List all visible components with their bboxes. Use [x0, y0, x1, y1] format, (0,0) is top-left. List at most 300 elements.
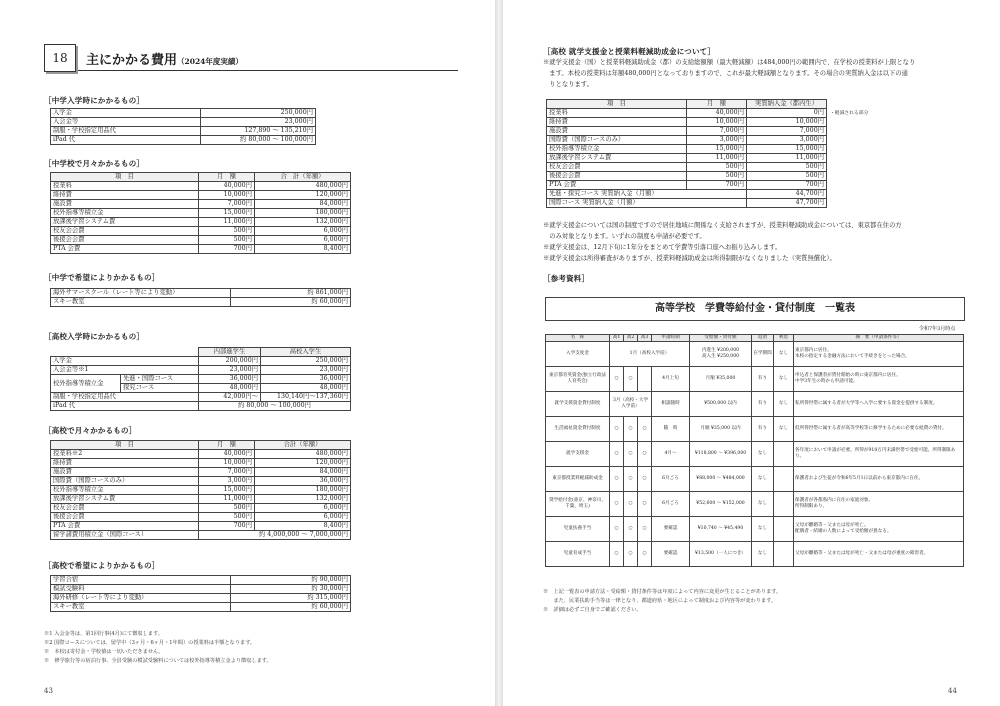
table-cell: 127,890 ～ 135,210円	[201, 127, 316, 136]
table-cell: ○	[624, 367, 638, 392]
table-cell: 8,400円	[255, 522, 351, 531]
table-cell: 学習合宿	[51, 576, 231, 585]
table-cell: 3月（高校・大学入学前）	[610, 392, 652, 417]
table-row	[51, 402, 351, 411]
text-line: ※就学支援金は、12月下旬に1年分をまとめて学費等引落口座へお振り込みします。	[543, 244, 782, 251]
table-row	[51, 236, 351, 245]
table-cell: 要確認	[652, 542, 690, 567]
table-cell: 低所得世帯に属する者が高等学校等に修学するために必要な経費の貸付。	[794, 417, 964, 442]
table-cell: ○	[638, 517, 652, 542]
jhs-optional-table	[50, 288, 351, 307]
table-cell: 0円	[747, 109, 827, 118]
table-cell: 500円	[199, 504, 255, 513]
table-cell: ○	[624, 542, 638, 567]
table-cell: ○	[624, 467, 638, 492]
table-cell: 有り	[752, 392, 774, 417]
table-cell: 入会金等	[51, 118, 201, 127]
table-cell: 47,700円	[747, 199, 827, 208]
section-subtitle: （2024年度実績）	[177, 57, 243, 66]
table-cell: 3,000円	[687, 136, 747, 145]
column-header: 実質納入金（都内生）	[747, 100, 827, 109]
table-cell: 10,000円	[747, 118, 827, 127]
table-cell: 放課後学習システム費	[547, 154, 687, 163]
table-cell: 保護者および生徒が令和6年5月1日以前から東京都内に在住。	[794, 467, 964, 492]
table-cell: ¥88,000 ～ ¥484,000	[690, 467, 752, 492]
table-cell: 維持費	[547, 118, 687, 127]
table-cell: 40,000円	[199, 182, 255, 191]
table-cell: なし	[752, 542, 774, 567]
table-cell: 500円	[747, 163, 827, 172]
table-cell: 480,000円	[255, 182, 351, 191]
table-cell: ○	[624, 442, 638, 467]
table-cell: PTA 会費	[51, 245, 199, 254]
table-cell: 10,000円	[199, 191, 255, 200]
table-cell	[774, 517, 794, 542]
table-cell: 探究コース	[121, 384, 199, 393]
table-cell	[774, 442, 794, 467]
table-row	[546, 517, 964, 542]
table-cell: iPad 代	[51, 402, 199, 411]
text-line: ます。本校の授業料は年額480,000円となっておりますので、これが最大軽減額となります。その場合の実質納入金は以下の通	[543, 70, 908, 77]
table-cell: 500円	[687, 172, 747, 181]
column-header: 月 額	[687, 100, 747, 109]
table-cell: 40,000円	[199, 450, 255, 459]
table-row	[546, 492, 964, 517]
table-cell: 後援会会費	[51, 236, 199, 245]
table-cell: 500円	[687, 163, 747, 172]
table-row	[51, 531, 351, 540]
table-cell: 放課後学習システム費	[51, 218, 199, 227]
table-cell: 約 60,000円	[231, 603, 351, 612]
hs-optional-table	[50, 575, 351, 612]
column-header: 月 額	[199, 173, 255, 182]
table-cell: 各年度において申請が必要。所得が910万円未満世帯で受給可能。所得制限あり。	[794, 442, 964, 467]
hs-entry-table	[50, 347, 351, 411]
book-gutter	[495, 0, 503, 706]
table-cell: 23,000円	[261, 366, 351, 375]
column-header: 摘 要（申請条件等）	[794, 335, 964, 342]
text-line: ※1 入会金等は、第1回行事(4月)にて徴収します。	[44, 631, 163, 637]
table-row	[51, 594, 351, 603]
table-cell: 500円	[747, 172, 827, 181]
table-cell: 11,000円	[199, 218, 255, 227]
table-cell: 児童育成手当	[546, 542, 610, 567]
table-row	[51, 450, 351, 459]
table-cell: ¥500,000 以内	[690, 392, 752, 417]
table-cell: 先進・国際コース	[121, 375, 199, 384]
table-cell: 480,000円	[255, 450, 351, 459]
reference-title: ［参考資料］	[543, 274, 590, 283]
table-row	[51, 209, 351, 218]
table-cell	[774, 542, 794, 567]
table-cell: 入学金	[51, 357, 199, 366]
column-header: 受給額・貸付額	[690, 335, 752, 342]
table-row	[51, 245, 351, 254]
table-cell: 維持費	[51, 459, 199, 468]
page-number-left: 43	[44, 687, 53, 695]
text-line: ※就学支援金（国）と授業料軽減助成金（都）の支給総額額（最大軽減額）は484,000円の範囲内で、在学校の授業料が上限となり	[543, 59, 916, 66]
table-row	[51, 136, 316, 145]
table-row	[547, 190, 827, 199]
table-cell: 内進生 ¥200,000 高入生 ¥250,000	[690, 342, 752, 367]
column-header: 項 目	[547, 100, 687, 109]
table-cell: ○	[610, 492, 624, 517]
table-cell: なし	[752, 517, 774, 542]
table-header-row	[51, 173, 351, 182]
table-cell: 在学期間	[752, 342, 774, 367]
table-cell: 130,140円～137,360円	[261, 393, 351, 402]
table-cell: 約 30,000円	[231, 585, 351, 594]
table-cell: 要確認	[652, 517, 690, 542]
table-cell: 3,000円	[199, 477, 255, 486]
table-cell: 約 60,000円	[231, 298, 351, 307]
table-cell: 国際コース 実質納入金（月額）	[547, 199, 747, 208]
column-header: 月 額	[199, 441, 255, 450]
section-title-text: 主にかかる費用	[86, 53, 178, 68]
table-cell: 120,000円	[255, 459, 351, 468]
table-cell: ○	[610, 367, 624, 392]
text-line: ※2 国際コースについては、留学中（3ヶ月・6ヶ月・1年間）の授業料は半額となります。	[44, 640, 256, 646]
jhs-entry-title: ［中学入学時にかかるもの］	[44, 96, 145, 105]
reference-date: 令和7年3月時点	[919, 326, 956, 332]
column-header: 高3	[638, 335, 652, 342]
table-cell: 東京都授業料軽減助成金	[546, 467, 610, 492]
text-line: ※ 上記一覧表の申請方法・受給額・貸付条件等は年度によって内容に変更が生じることがあります。	[543, 589, 782, 595]
page-number-right: 44	[948, 687, 957, 695]
table-cell: 500円	[199, 227, 255, 236]
table-cell: 施設費	[51, 200, 199, 209]
table-cell: ○	[638, 442, 652, 467]
table-cell: 申込者と保護者が貸付開始の時に東京都内に居住。 中学3年生の時から申請可能。	[794, 367, 964, 392]
table-row	[546, 442, 964, 467]
table-cell: 入学支度金	[546, 342, 610, 367]
table-cell: 相談随時	[652, 392, 690, 417]
table-cell: 4月～	[652, 442, 690, 467]
table-cell: 随 時	[652, 417, 690, 442]
table-cell: スキー教室	[51, 298, 231, 307]
table-row	[51, 191, 351, 200]
table-row	[51, 513, 351, 522]
table-cell: なし	[752, 492, 774, 517]
table-cell: 約 315,000円	[231, 594, 351, 603]
table-row	[51, 576, 351, 585]
table-cell: 250,000円	[261, 357, 351, 366]
table-cell: スキー教室	[51, 603, 231, 612]
table-cell: 先進・探究コース 実質納入金（月額）	[547, 190, 747, 199]
hs-monthly-table	[50, 440, 351, 540]
table-cell: 放課後学習システム費	[51, 495, 199, 504]
table-row	[546, 467, 964, 492]
table-cell: 7,000円	[747, 127, 827, 136]
table-cell: 月額 ¥35,000 以内	[690, 417, 752, 442]
reference-notes	[543, 588, 983, 615]
hs-optional-title: ［高校で希望によりかかるもの］	[44, 561, 160, 570]
text-line: ※ 修学旅行等の宿泊行事、全員受験の模試受験料については校外指導等積立金より徴収します。	[44, 658, 272, 664]
left-notes	[44, 630, 484, 666]
table-cell: 700円	[687, 181, 747, 190]
table-cell: 校友会会費	[51, 504, 199, 513]
table-cell: ¥52,600 ～ ¥152,000	[690, 492, 752, 517]
table-cell: 授業料	[51, 182, 199, 191]
table-cell: 15,000円	[687, 145, 747, 154]
table-cell: 40,000円	[687, 109, 747, 118]
column-header: 返済	[752, 335, 774, 342]
table-row	[546, 367, 964, 392]
table-row	[51, 468, 351, 477]
section-title	[86, 49, 243, 68]
table-cell: 約 80,000 ～ 100,000円	[199, 402, 351, 411]
table-row	[51, 585, 351, 594]
table-header-row	[547, 100, 827, 109]
table-cell: ○	[610, 442, 624, 467]
column-header: 項 目	[51, 173, 199, 182]
table-row	[51, 477, 351, 486]
table-row	[51, 504, 351, 513]
table-cell: 就学支援資金貸付制度	[546, 392, 610, 417]
table-cell: 約 861,000円	[231, 289, 351, 298]
table-cell: なし	[752, 442, 774, 467]
table-cell: ○	[610, 542, 624, 567]
table-cell: 700円	[747, 181, 827, 190]
table-row	[51, 109, 316, 118]
table-cell: なし	[752, 467, 774, 492]
table-cell: 生活福祉資金貸付制度	[546, 417, 610, 442]
left-page	[0, 0, 495, 706]
table-cell: 児童扶養手当	[546, 517, 610, 542]
table-row	[547, 172, 827, 181]
jhs-monthly-title: ［中学校で月々かかるもの］	[44, 159, 145, 168]
table-row	[51, 375, 351, 384]
table-cell: ○	[638, 492, 652, 517]
table-cell: 7,000円	[199, 200, 255, 209]
table-cell: なし	[774, 417, 794, 442]
table-cell: PTA 会費	[51, 522, 199, 531]
table-row	[51, 118, 316, 127]
column-header: 高1	[610, 335, 624, 342]
table-cell: 保護者が各都県内に在住の家庭対象。 所得制限あり。	[794, 492, 964, 517]
table-cell: 約 90,000円	[231, 576, 351, 585]
support-intro	[543, 57, 963, 90]
table-cell: 校外指導等積立金	[51, 375, 121, 393]
table-cell: 36,000円	[199, 375, 261, 384]
table-cell: 44,700円	[747, 190, 827, 199]
table-cell: 23,000円	[199, 366, 261, 375]
table-cell: 留学諸費用積立金（国際コース）	[51, 531, 199, 540]
table-cell: 132,000円	[255, 495, 351, 504]
table-cell: 6,000円	[255, 513, 351, 522]
table-header-row	[51, 441, 351, 450]
text-line: りとなります。	[543, 81, 593, 88]
text-line: のみ対象となります。いずれの制度も申請が必要です。	[543, 233, 706, 240]
table-cell: 父母が離婚等・父または母が死亡・父または母が重度の障害者。	[794, 542, 964, 567]
table-row	[51, 182, 351, 191]
hs-entry-blank-head	[51, 348, 199, 357]
table-cell: 11,000円	[747, 154, 827, 163]
table-cell: 入学金	[51, 109, 201, 118]
hs-entry-head-external: 高校入学生	[261, 348, 351, 357]
table-cell: 後援会会費	[547, 172, 687, 181]
table-cell: 約 4,000,000 ～ 7,000,000円	[199, 531, 351, 540]
table-cell: 250,000円	[201, 109, 316, 118]
table-row	[547, 199, 827, 208]
table-row	[51, 227, 351, 236]
table-cell: 国際費（国際コースのみ）	[51, 477, 199, 486]
column-header: 申請時期	[652, 335, 690, 342]
text-line: ※ 本校は寄付金・学校債は一切いただきません。	[44, 649, 164, 655]
table-row	[546, 342, 964, 367]
table-header-row	[546, 335, 964, 342]
table-cell: 維持費	[51, 191, 199, 200]
table-cell: 国際費（国際コースのみ）	[547, 136, 687, 145]
table-cell: 180,000円	[255, 209, 351, 218]
table-row	[51, 486, 351, 495]
table-cell: なし	[774, 392, 794, 417]
jhs-entry-table	[50, 108, 316, 145]
column-header: 利息	[774, 335, 794, 342]
table-cell: 10,000円	[687, 118, 747, 127]
table-cell: 23,000円	[201, 118, 316, 127]
table-cell: 6月ごろ	[652, 467, 690, 492]
table-cell: ¥10,740 ～ ¥45,490	[690, 517, 752, 542]
table-cell: 4月上旬	[652, 367, 690, 392]
table-row	[51, 459, 351, 468]
table-cell: 海外研修（レート等により変動）	[51, 594, 231, 603]
table-cell: 授業料	[547, 109, 687, 118]
table-row	[547, 109, 827, 118]
table-cell: 11,000円	[199, 495, 255, 504]
table-row	[51, 218, 351, 227]
table-row	[546, 392, 964, 417]
table-cell: 180,000円	[255, 486, 351, 495]
table-cell: 父母が離婚等・父または母が死亡。 配偶者・結婚の人数によって受給額が異なる。	[794, 517, 964, 542]
table-cell: 7,000円	[687, 127, 747, 136]
column-header: 合計（年額）	[255, 441, 351, 450]
table-cell: PTA 会費	[547, 181, 687, 190]
table-cell: 6,000円	[255, 504, 351, 513]
table-cell: 校外指導等積立金	[51, 209, 199, 218]
table-cell: 就学支援金	[546, 442, 610, 467]
table-cell: 36,000円	[255, 477, 351, 486]
table-cell	[638, 367, 652, 392]
text-line: ※ 詳細は必ずご自身でご確認ください。	[543, 607, 642, 613]
table-cell: 施設費	[51, 468, 199, 477]
support-table	[546, 99, 827, 208]
table-cell: 700円	[199, 522, 255, 531]
table-cell: ○	[638, 542, 652, 567]
column-header: 高2	[624, 335, 638, 342]
table-cell: 6,000円	[255, 236, 351, 245]
table-cell: 施設費	[547, 127, 687, 136]
table-cell: 1月（高校入学前）	[610, 342, 690, 367]
table-row	[51, 289, 351, 298]
column-header: 名 称	[546, 335, 610, 342]
table-cell: ○	[638, 467, 652, 492]
table-cell: 15,000円	[199, 486, 255, 495]
table-row	[547, 118, 827, 127]
table-cell: 15,000円	[747, 145, 827, 154]
table-cell: 有り	[752, 367, 774, 392]
table-cell: ○	[624, 492, 638, 517]
table-cell: ○	[624, 517, 638, 542]
table-cell: ○	[610, 417, 624, 442]
table-cell: 500円	[199, 236, 255, 245]
table-row	[547, 127, 827, 136]
table-cell	[774, 467, 794, 492]
table-cell: 模試受験料	[51, 585, 231, 594]
column-header: 合 計（年額）	[255, 173, 351, 182]
table-cell: 7,000円	[199, 468, 255, 477]
table-row	[51, 298, 351, 307]
table-cell: 500円	[199, 513, 255, 522]
table-cell: ○	[610, 517, 624, 542]
table-row	[51, 127, 316, 136]
table-cell: 8,400円	[255, 245, 351, 254]
table-cell: 後援会会費	[51, 513, 199, 522]
table-cell: 84,000円	[255, 200, 351, 209]
table-cell: 奨学給付金(東京、神奈川、千葉、埼玉)	[546, 492, 610, 517]
text-line: また、民業扶助手当等は一律となり、都道府県・地区によって制度および内容等が変わります。	[543, 598, 777, 604]
table-cell: 制服・学校指定用品代	[51, 393, 199, 402]
table-cell: 授業料※2	[51, 450, 199, 459]
table-cell: 132,000円	[255, 218, 351, 227]
table-cell: ○	[624, 417, 638, 442]
hs-entry-title: ［高校入学時にかかるもの］	[44, 332, 145, 341]
text-line: ※就学支援金については国の制度ですので居住地域に関係なく支給されますが、授業料軽減助成金については、東京都在住の方	[543, 222, 902, 229]
table-cell: iPad 代	[51, 136, 201, 145]
table-cell: 15,000円	[199, 209, 255, 218]
table-cell: 校友会会費	[547, 163, 687, 172]
table-row	[547, 154, 827, 163]
table-row	[547, 136, 827, 145]
table-cell: 48,000円	[261, 384, 351, 393]
table-cell: 84,000円	[255, 468, 351, 477]
table-cell: 3,000円	[747, 136, 827, 145]
reference-table	[545, 334, 964, 567]
table-row	[51, 522, 351, 531]
table-row	[51, 200, 351, 209]
table-cell: 有り	[752, 417, 774, 442]
table-row	[51, 495, 351, 504]
table-cell: 私所得世帯に属する者が大学等へ入学に要する資金を提供する制度。	[794, 392, 964, 417]
right-page	[503, 0, 1000, 706]
support-side-note: ・軽減される部分	[830, 111, 869, 116]
table-row	[51, 603, 351, 612]
table-row	[51, 393, 351, 402]
hs-entry-head-internal: 内部進学生	[199, 348, 261, 357]
table-row	[547, 145, 827, 154]
support-title: ［高校 就学支援金と授業料軽減助成金について］	[543, 47, 716, 56]
table-cell: 入会金等※1	[51, 366, 199, 375]
table-cell: 36,000円	[261, 375, 351, 384]
table-cell: 200,000円	[199, 357, 261, 366]
table-cell: 校外指導等積立金	[51, 486, 199, 495]
table-cell: 東京都育英資金(独立行政法人育英会)	[546, 367, 610, 392]
table-row	[547, 163, 827, 172]
section-header	[44, 44, 458, 71]
table-cell: 48,000円	[199, 384, 261, 393]
table-cell: 700円	[199, 245, 255, 254]
table-cell: 6月ごろ	[652, 492, 690, 517]
table-cell: 校友会会費	[51, 227, 199, 236]
table-cell	[774, 492, 794, 517]
table-cell: ¥13,500（一人につき）	[690, 542, 752, 567]
text-line: ※就学支援金は所得審査がありますが、授業料軽減助成金は所得制限がなくなりました（実質無償化）。	[543, 255, 836, 262]
table-cell: 6,000円	[255, 227, 351, 236]
table-cell: なし	[774, 342, 794, 367]
table-row	[546, 417, 964, 442]
table-cell: 月額 ¥35,000	[690, 367, 752, 392]
table-cell: 約 80,000 ～ 100,000円	[201, 136, 316, 145]
